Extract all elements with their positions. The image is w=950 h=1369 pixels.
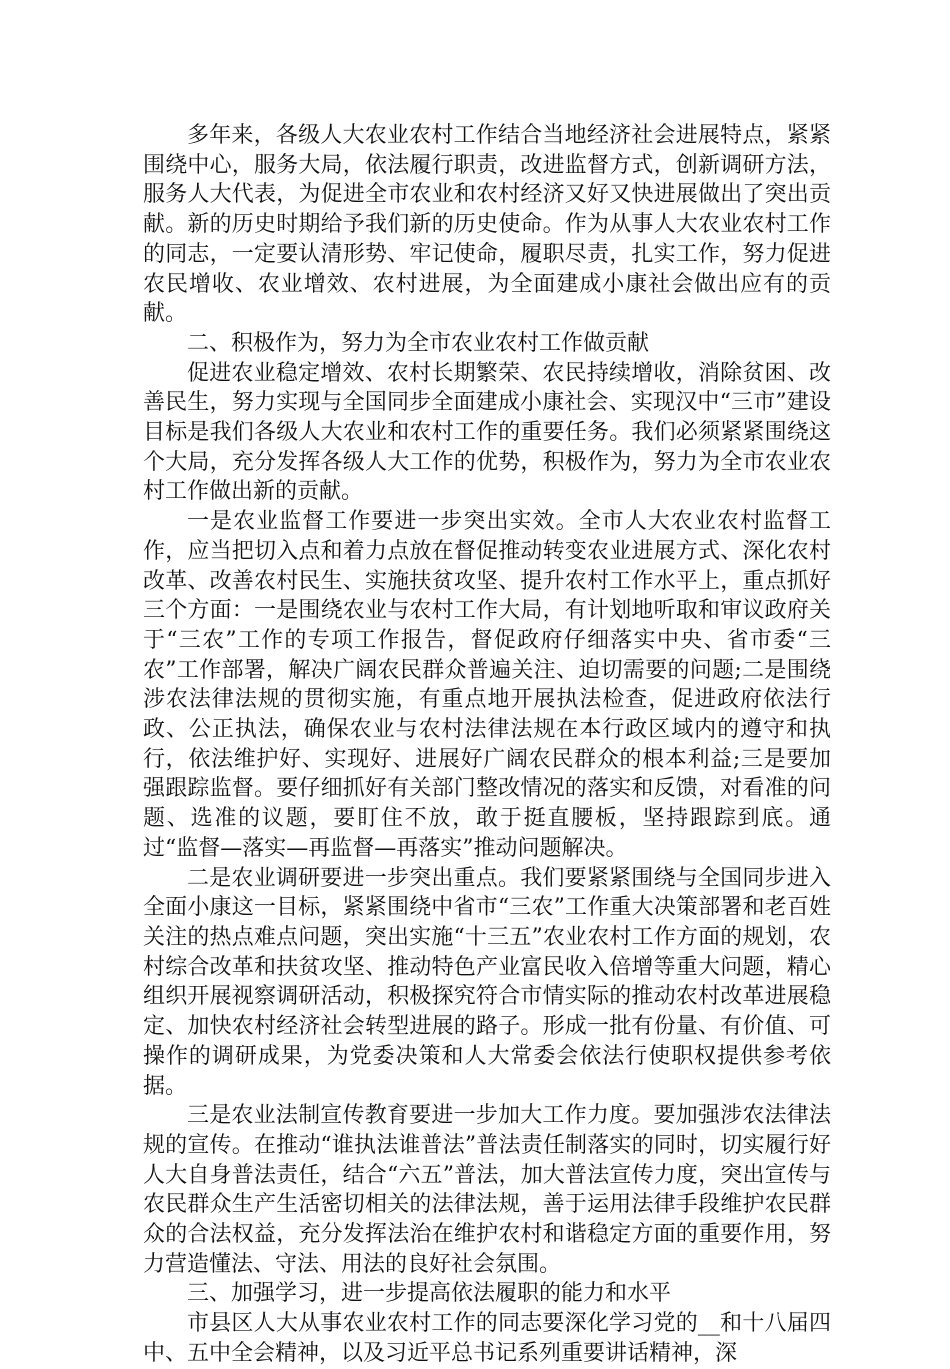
section-heading-2: 二、积极作为，努力为全市农业农村工作做贡献 bbox=[187, 330, 650, 356]
paragraph-intro: 多年来，各级人大农业农村工作结合当地经济社会进展特点，紧紧围绕中心，服务大局，依法履行职责，改进监督方式，创新调研方法，服务人大代表，为促进全市农业和农村经济又好又快进展做出了突出贡献。新的历史时期给予我们新的历史使命。作为从事人大农业农村工作的同志，一定要认清形势、牢记使命，履职尽责，扎实工作，努力促进农民增收、农业增效、农村进展，为全面建成小康社会做出应有的贡献。 bbox=[143, 123, 831, 327]
paragraph-section-3-intro: 市县区人大从事农业农村工作的同志要深化学习党的__和十八届四中、五中全会精神，以及习近平总书记系列重要讲话精神，深 bbox=[143, 1311, 831, 1366]
paragraph-supervision: 一是农业监督工作要进一步突出实效。全市人大农业农村监督工作，应当把切入点和着力点放在督促推动转变农业进展方式、深化农村改革、改善农村民生、实施扶贫攻坚、提升农村工作水平上，重点抓好三个方面：一是围绕农业与农村工作大局，有计划地听取和审议政府关于“三农”工作的专项工作报告，督促政府仔细落实中央、省市委“三农”工作部署，解决广阔农民群众普遍关注、迫切需要的问题;二是围绕涉农法律法规的贯彻实施，有重点地开展执法检查，促进政府依法行政、公正执法，确保农业与农村法律法规在本行政区域内的遵守和执行，依法维护好、实现好、进展好广阔农民群众的根本利益;三是要加强跟踪监督。要仔细抓好有关部门整改情况的落实和反馈，对看准的问题、选准的议题，要盯住不放，敢于挺直腰板，坚持跟踪到底。通过“监督—落实—再监督—再落实”推动问题解决。 bbox=[143, 509, 831, 861]
section-heading-3: 三、加强学习，进一步提高依法履职的能力和水平 bbox=[187, 1281, 672, 1307]
paragraph-legal-education: 三是农业法制宣传教育要进一步加大工作力度。要加强涉农法律法规的宣传。在推动“谁执法谁普法”普法责任制落实的同时，切实履行好人大自身普法责任，结合“六五”普法，加大普法宣传力度，突出宣传与农民群众生产生活密切相关的法律法规，善于运用法律手段维护农民群众的合法权益，充分发挥法治在维护农村和谐稳定方面的重要作用，努力营造懂法、守法、用法的良好社会氛围。 bbox=[143, 1103, 831, 1277]
paragraph-research: 二是农业调研要进一步突出重点。我们要紧紧围绕与全国同步进入全面小康这一目标，紧紧围绕中省市“三农”工作重大决策部署和老百姓关注的热点难点问题，突出实施“十三五”农业农村工作方面的规划，农村综合改革和扶贫攻坚、推动特色产业富民收入倍增等重大问题，精心组织开展视察调研活动，积极探究符合市情实际的推动农村改革进展稳定、加快农村经济社会转型进展的路子。形成一批有份量、有价值、可操作的调研成果，为党委决策和人大常委会依法行使职权提供参考依据。 bbox=[143, 865, 831, 1099]
document-body bbox=[143, 121, 831, 1369]
paragraph-section-2-intro: 促进农业稳定增效、农村长期繁荣、农民持续增收，消除贫困、改善民生，努力实现与全国同步全面建成小康社会、实现汉中“三市”建设目标是我们各级人大农业和农村工作的重要任务。我们必须紧紧围绕这个大局，充分发挥各级人大工作的优势，积极作为，努力为全市农业农村工作做出新的贡献。 bbox=[143, 360, 831, 505]
